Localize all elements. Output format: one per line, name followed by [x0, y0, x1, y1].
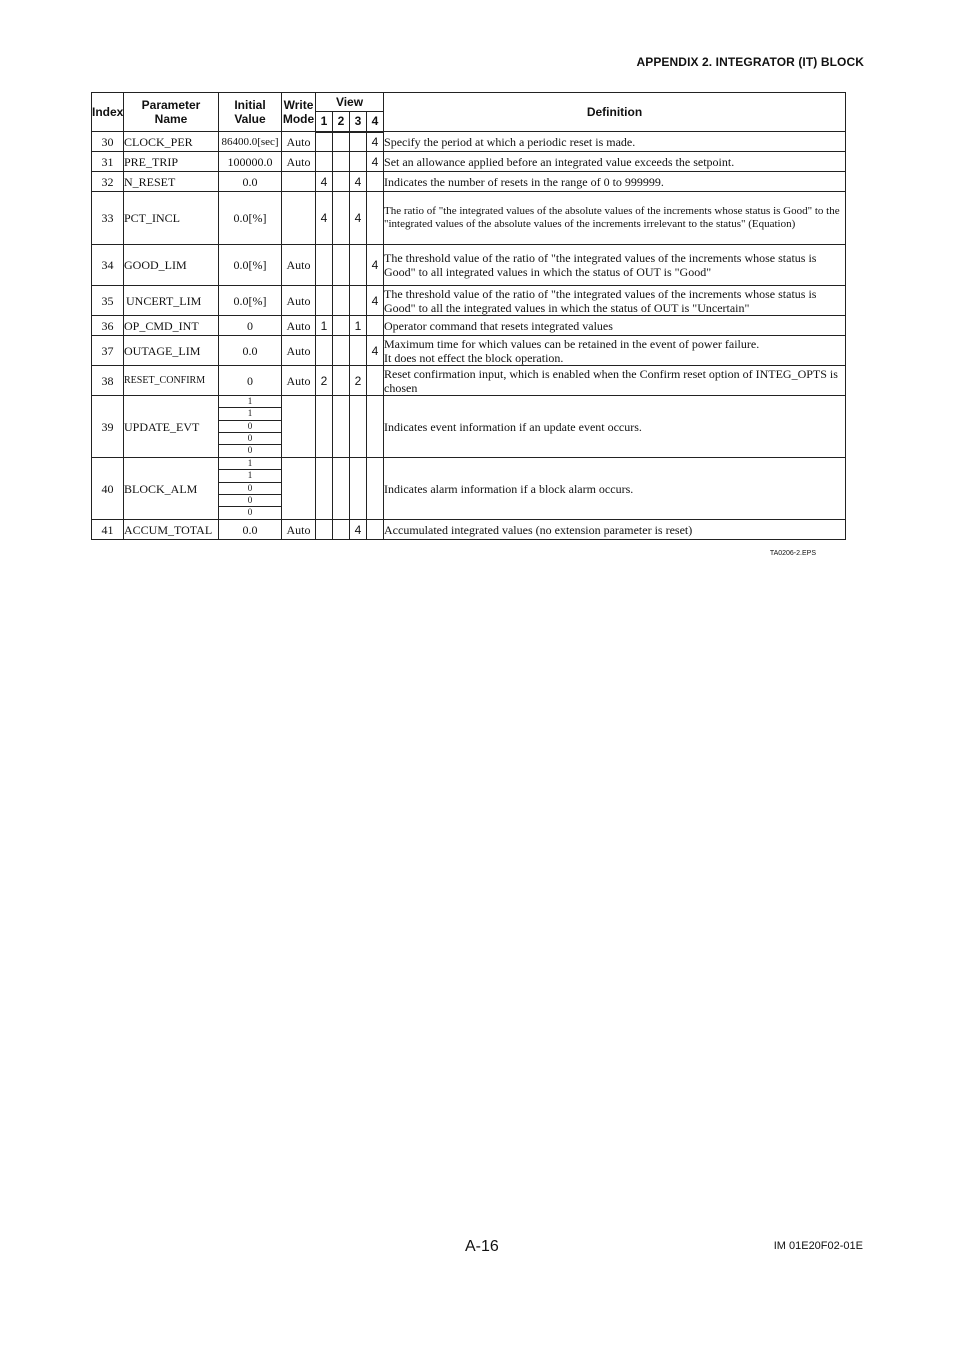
- row-write: [282, 396, 316, 458]
- row-initial: 0.0[%]: [219, 286, 282, 316]
- header-parameter-name: Parameter Name: [124, 93, 219, 132]
- row-index: 30: [92, 132, 124, 152]
- row-write: Auto: [282, 152, 316, 172]
- row-view-2: [333, 172, 350, 192]
- row-view-4: 4: [367, 152, 384, 172]
- header-index: Index: [92, 93, 124, 132]
- header-definition: Definition: [384, 93, 846, 132]
- row-name: RESET_CONFIRM: [124, 366, 219, 396]
- row-view-1: [316, 336, 333, 366]
- row-write: Auto: [282, 336, 316, 366]
- row-view-1: [316, 458, 333, 520]
- header-write-mode: Write Mode: [282, 93, 316, 132]
- row-view-3: [350, 396, 367, 458]
- row-view-1: [316, 245, 333, 286]
- row-view-2: [333, 245, 350, 286]
- row-view-3: [350, 336, 367, 366]
- row-index: 32: [92, 172, 124, 192]
- row-name: N_RESET: [124, 172, 219, 192]
- header-view-4: 4: [367, 112, 384, 132]
- row-write: Auto: [282, 520, 316, 540]
- table-row: [92, 316, 846, 336]
- row-view-1: [316, 520, 333, 540]
- definition-line-2: It does not effect the block operation.: [384, 350, 564, 365]
- row-view-3: 2: [350, 366, 367, 396]
- initial-subvalue: 0: [219, 483, 281, 495]
- row-write: Auto: [282, 286, 316, 316]
- header-initial-value: Initial Value: [219, 93, 282, 132]
- table-row: [92, 336, 846, 366]
- row-view-4: [367, 316, 384, 336]
- table-row: [92, 458, 846, 520]
- row-index: 31: [92, 152, 124, 172]
- row-view-3: [350, 152, 367, 172]
- row-view-2: [333, 396, 350, 458]
- table-row: [92, 366, 846, 396]
- row-view-3: [350, 132, 367, 152]
- table-row: [92, 520, 846, 540]
- row-write: Auto: [282, 245, 316, 286]
- row-index: 39: [92, 396, 124, 458]
- page-header: APPENDIX 2. INTEGRATOR (IT) BLOCK: [636, 55, 864, 69]
- row-name: PRE_TRIP: [124, 152, 219, 172]
- initial-subvalue: 1: [219, 470, 281, 482]
- row-definition: Set an allowance applied before an integrated value exceeds the setpoint.: [384, 152, 846, 172]
- row-view-4: 4: [367, 245, 384, 286]
- initial-subvalue: 1: [219, 408, 281, 420]
- initial-subvalue: 1: [219, 458, 281, 470]
- initial-subvalue: 0: [219, 433, 281, 445]
- document-number: IM 01E20F02-01E: [773, 1240, 863, 1252]
- row-view-1: 1: [316, 316, 333, 336]
- row-definition: The threshold value of the ratio of "the integrated values of the increments whose status is Good" to all integrated values in which the status of OUT is "Good": [384, 245, 846, 286]
- row-index: 36: [92, 316, 124, 336]
- row-view-2: [333, 458, 350, 520]
- figure-reference: TA0206-2.EPS: [769, 550, 816, 557]
- row-definition: Specify the period at which a periodic reset is made.: [384, 132, 846, 152]
- row-definition: Indicates event information if an update event occurs.: [384, 396, 846, 458]
- row-initial-stack: [219, 458, 282, 520]
- row-initial: 0.0: [219, 520, 282, 540]
- row-write: [282, 172, 316, 192]
- row-initial-stack: [219, 396, 282, 458]
- row-name: BLOCK_ALM: [124, 458, 219, 520]
- row-initial: 0.0: [219, 172, 282, 192]
- page-number: A-16: [465, 1238, 499, 1255]
- row-view-2: [333, 132, 350, 152]
- table-row: [92, 396, 846, 458]
- row-view-3: 4: [350, 192, 367, 245]
- row-view-1: 4: [316, 192, 333, 245]
- row-view-3: 4: [350, 172, 367, 192]
- row-initial: 0: [219, 316, 282, 336]
- row-view-4: 4: [367, 336, 384, 366]
- row-view-4: [367, 520, 384, 540]
- parameter-table: [91, 92, 846, 540]
- row-name: OUTAGE_LIM: [124, 336, 219, 366]
- row-index: 33: [92, 192, 124, 245]
- row-definition: The ratio of "the integrated values of the absolute values of the increments whose status is Good" to the "integrated values of the absolute values of the increments irrelevant to the status" (Equation): [384, 192, 846, 245]
- header-view-3: 3: [350, 112, 367, 132]
- row-index: 37: [92, 336, 124, 366]
- row-write: Auto: [282, 316, 316, 336]
- row-view-4: [367, 192, 384, 245]
- row-definition: Indicates alarm information if a block alarm occurs.: [384, 458, 846, 520]
- row-view-4: 4: [367, 286, 384, 316]
- table-row: [92, 172, 846, 192]
- row-initial: 86400.0[sec]: [219, 132, 282, 152]
- row-name: UNCERT_LIM: [124, 286, 219, 316]
- row-view-2: [333, 286, 350, 316]
- row-view-1: 2: [316, 366, 333, 396]
- table-row: [92, 152, 846, 172]
- row-write: [282, 458, 316, 520]
- row-definition: Operator command that resets integrated values: [384, 316, 846, 336]
- row-definition: Accumulated integrated values (no extension parameter is reset): [384, 520, 846, 540]
- row-write: Auto: [282, 366, 316, 396]
- row-view-4: [367, 172, 384, 192]
- row-view-4: 4: [367, 132, 384, 152]
- row-index: 38: [92, 366, 124, 396]
- row-view-4: [367, 396, 384, 458]
- row-initial: 0.0[%]: [219, 245, 282, 286]
- initial-subvalue: 1: [219, 396, 281, 408]
- row-index: 40: [92, 458, 124, 520]
- row-view-1: [316, 132, 333, 152]
- row-initial: 0.0[%]: [219, 192, 282, 245]
- row-view-4: [367, 366, 384, 396]
- row-view-2: [333, 520, 350, 540]
- row-name: PCT_INCL: [124, 192, 219, 245]
- row-view-1: [316, 152, 333, 172]
- row-view-3: [350, 458, 367, 520]
- row-initial: 0: [219, 366, 282, 396]
- row-view-3: [350, 286, 367, 316]
- table-row: [92, 132, 846, 152]
- row-index: 35: [92, 286, 124, 316]
- definition-line-1: Maximum time for which values can be retained in the event of power failure.: [384, 336, 760, 351]
- row-name: CLOCK_PER: [124, 132, 219, 152]
- row-index: 34: [92, 245, 124, 286]
- row-view-2: [333, 192, 350, 245]
- row-definition: Indicates the number of resets in the range of 0 to 999999.: [384, 172, 846, 192]
- header-view-1: 1: [316, 112, 333, 132]
- initial-subvalue: 0: [219, 495, 281, 507]
- table-row: [92, 245, 846, 286]
- initial-subvalue: 0: [247, 445, 253, 456]
- row-view-2: [333, 316, 350, 336]
- row-view-3: 1: [350, 316, 367, 336]
- row-initial: 0.0: [219, 336, 282, 366]
- row-view-1: [316, 286, 333, 316]
- header-view-2: 2: [333, 112, 350, 132]
- row-name: ACCUM_TOTAL: [124, 520, 219, 540]
- row-definition: [384, 336, 846, 366]
- table-row: [92, 286, 846, 316]
- row-initial: 100000.0: [219, 152, 282, 172]
- row-index: 41: [92, 520, 124, 540]
- initial-subvalue: 0: [219, 421, 281, 433]
- row-write: Auto: [282, 132, 316, 152]
- initial-subvalue: 0: [247, 507, 253, 518]
- row-name: OP_CMD_INT: [124, 316, 219, 336]
- row-definition: The threshold value of the ratio of "the integrated values of the increments whose status is Good" to all the integrated values in which the status of OUT is "Uncertain": [384, 286, 846, 316]
- row-name: GOOD_LIM: [124, 245, 219, 286]
- row-view-1: [316, 396, 333, 458]
- header-view: View: [316, 93, 384, 112]
- row-view-2: [333, 152, 350, 172]
- row-definition: Reset confirmation input, which is enabled when the Confirm reset option of INTEG_OPTS is chosen: [384, 366, 846, 396]
- table-row: [92, 192, 846, 245]
- row-write: [282, 192, 316, 245]
- row-view-2: [333, 366, 350, 396]
- row-view-3: 4: [350, 520, 367, 540]
- row-view-2: [333, 336, 350, 366]
- row-name: UPDATE_EVT: [124, 396, 219, 458]
- row-view-4: [367, 458, 384, 520]
- row-view-1: 4: [316, 172, 333, 192]
- row-view-3: [350, 245, 367, 286]
